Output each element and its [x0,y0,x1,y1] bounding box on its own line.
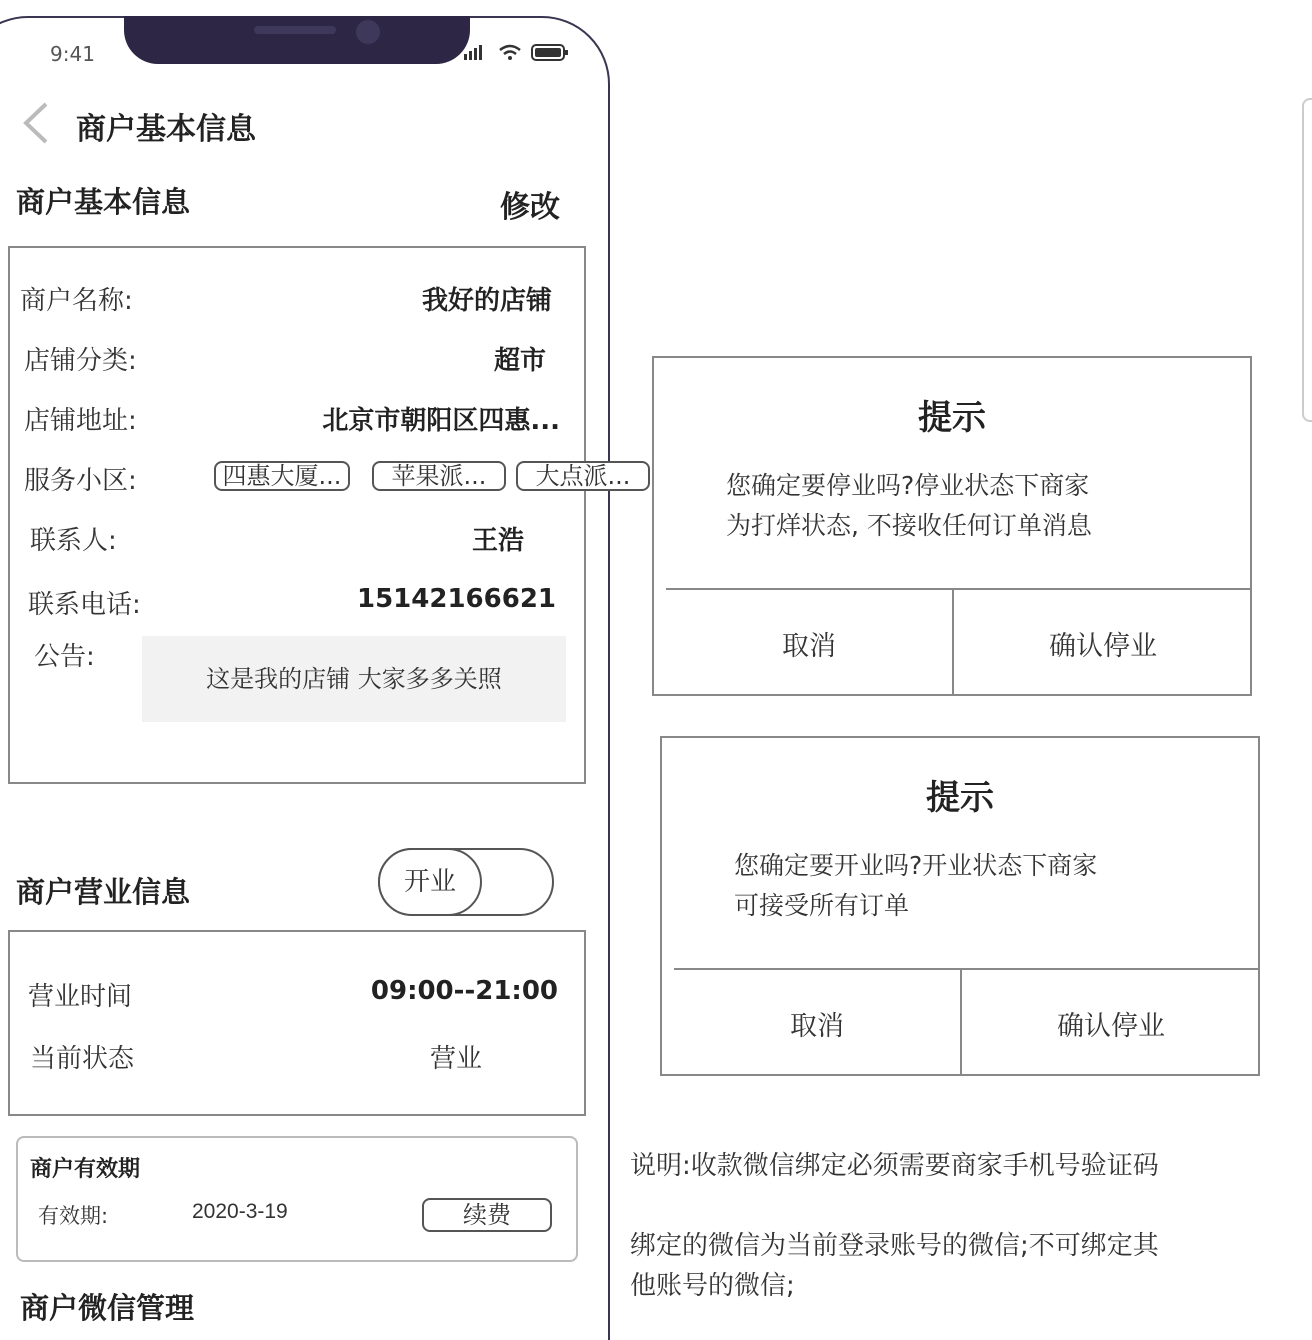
value-merchant-name: 我好的店铺 [421,286,552,316]
value-business-hours: 09:00--21:00 [370,976,558,1006]
open-dialog-message-line2: 可接受所有订单 [734,891,910,920]
divider [666,588,1252,590]
partial-card-edge [1302,98,1312,422]
close-dialog-message-line1: 您确定要停业吗?停业状态下商家 [726,471,1090,500]
note-line-3: 他账号的微信; [630,1271,795,1301]
divider [674,968,1260,970]
edit-button[interactable]: 修改 [500,190,560,225]
close-dialog-confirm-button[interactable]: 确认停业 [1049,631,1157,662]
back-arrow-icon[interactable] [18,100,52,156]
validity-title: 商户有效期 [30,1157,141,1182]
label-store-category: 店铺分类: [24,346,137,376]
value-phone: 15142166621 [357,584,556,614]
close-dialog-title: 提示 [918,398,986,438]
value-store-address: 北京市朝阳区四惠... [322,406,560,436]
note-line-2: 绑定的微信为当前登录账号的微信;不可绑定其 [630,1231,1159,1261]
value-current-status: 营业 [430,1044,483,1074]
renew-button[interactable]: 续费 [422,1198,552,1232]
basic-section-title: 商户基本信息 [16,185,191,219]
open-dialog-confirm-button[interactable]: 确认停业 [1057,1011,1165,1042]
label-service-area: 服务小区: [24,466,137,496]
close-dialog-message-line2: 为打烊状态, 不接收任何订单消息 [726,511,1092,540]
validity-date: 2020-3-19 [192,1200,288,1223]
label-store-address: 店铺地址: [24,406,137,436]
close-dialog-cancel-button[interactable]: 取消 [782,631,836,662]
wechat-section-title: 商户微信管理 [20,1291,195,1325]
label-business-hours: 营业时间 [28,982,133,1012]
label-contact: 联系人: [30,526,117,556]
label-current-status: 当前状态 [30,1044,135,1074]
signal-wifi-battery-icon [462,40,572,64]
service-area-tag[interactable]: 大点派... [516,461,650,491]
note-line-1: 说明:收款微信绑定必须需要商家手机号验证码 [630,1151,1159,1181]
notch-speaker [254,26,336,34]
status-time: 9:41 [50,42,95,66]
open-toggle-knob[interactable]: 开业 [378,848,482,916]
label-phone: 联系电话: [28,590,141,620]
label-merchant-name: 商户名称: [20,286,133,316]
business-info-card [8,930,586,1116]
open-dialog-message-line1: 您确定要开业吗?开业状态下商家 [734,851,1098,880]
label-notice: 公告: [34,642,95,672]
phone-notch [124,16,470,64]
open-dialog-title: 提示 [926,778,994,818]
validity-label: 有效期: [38,1204,109,1228]
status-icons [462,40,572,69]
open-dialog-cancel-button[interactable]: 取消 [790,1011,844,1042]
service-area-tag[interactable]: 苹果派... [372,461,506,491]
value-store-category: 超市 [493,346,546,376]
business-section-title: 商户营业信息 [16,875,191,909]
notch-camera [356,20,380,44]
service-area-tag[interactable]: 四惠大厦... [214,461,350,491]
page-title: 商户基本信息 [76,112,256,147]
value-contact: 王浩 [471,526,524,556]
notice-text: 这是我的店铺 大家多多关照 [142,636,566,722]
